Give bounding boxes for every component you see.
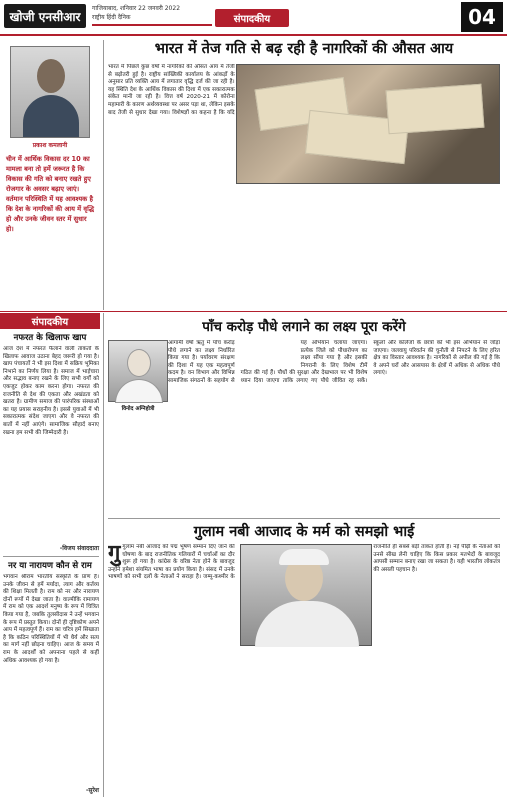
column-divider <box>103 313 104 797</box>
article2-photo-body <box>115 379 163 403</box>
editorial-byline-2: -सुरेश <box>85 787 99 794</box>
editorial-divider <box>3 556 99 557</box>
banknote-shape <box>386 84 485 135</box>
column-divider <box>103 40 104 310</box>
article3-photo-body <box>255 601 359 647</box>
article3-headline: गुलाम नबी आजाद के मर्म को समझो भाई <box>193 524 415 540</box>
left-column <box>0 40 100 310</box>
page-number: 04 <box>461 2 503 32</box>
masthead-meta <box>92 4 212 26</box>
editorial-body-1: आज देश में नफरत फैलाने वाली ताकतों के खिलाफ आवाज उठाना बेहद जरूरी हो गया है। खाप पंचायतों ने भी इस दिशा में सक्रिय भूमिका निभाने का निर्णय लिया है। समाज में भाईचारा और सद्भाव बनाए रखने के लिए सभी वर्गों को एकजुट होकर काम करना होगा। नफरत की राजनीति से देश की एकता और अखंडता को खतरा है। ग्रामीण समाज की पारंपरिक संस्थाओं का यह प्रयास सराहनीय है। इससे युवाओं में भी सकारात्मक संदेश जाएगा और वे नफरत की बातों में नहीं आएंगे। सामाजिक सौहार्द बनाए रखना हम सभी की जिम्मेदारी है। <box>3 346 99 436</box>
article2-photo-head <box>127 349 151 377</box>
article3-photo-cap <box>279 549 329 565</box>
section-label: संपादकीय <box>215 9 289 27</box>
article1-text: भारत में पिछले कुछ वर्षों में नागरिकों की औसत आय में तेजी से बढ़ोतरी हुई है। राष्ट्रीय सांख्यिकी कार्यालय के आंकड़ों के अनुसार प्रति व्यक्ति आय में लगातार वृद्धि दर्ज की जा रही है। यह स्थिति देश के आर्थिक विकास की दिशा में एक सकारात्मक संकेत मानी जा रही है। वित्त वर्ष 2020-21 में कोरोना महामारी के कारण अर्थव्यवस्था पर असर पड़ा था, लेकिन इसके बाद तेजी से सुधार देखा गया। विशेषज्ञों का कहना है कि यदि <box>108 64 235 116</box>
article1-photo-money <box>236 64 500 184</box>
article3-photo <box>240 544 372 646</box>
article2-headline: पाँच करोड़ पौधे लगाने का लक्ष्य पूरा करेंगे <box>202 319 406 335</box>
author-photo-head <box>37 59 65 93</box>
editorial-body-2: भगवान श्रीराम भारतीय संस्कृति के प्राण हैं। उनके जीवन से हमें मर्यादा, त्याग और कर्तव्य की शिक्षा मिलती है। राम को नर और नारायण दोनों रूपों में देखा जाता है। वाल्मीकि रामायण में राम को एक आदर्श मनुष्य के रूप में चित्रित किया गया है, जबकि तुलसीदास ने उन्हें भगवान के रूप में प्रस्तुत किया। दोनों ही दृष्टिकोण अपने आप में महत्वपूर्ण हैं। राम का चरित्र हमें सिखाता है कि कठिन परिस्थितियों में भी धैर्य और सत्य का मार्ग नहीं छोड़ना चाहिए। आज के समय में राम के आदर्शों को अपनाना पहले से कहीं अधिक आवश्यक हो गया है। <box>3 574 99 664</box>
editorial-headline-1: नफरत के खिलाफ खाप <box>13 333 87 343</box>
article3-dropcap: गु <box>108 544 121 566</box>
date-line: गाजियाबाद, शनिवार 22 जनवरी 2022 <box>92 5 181 12</box>
author-photo-body <box>23 95 79 137</box>
editorial-byline-1: -विजय संवाददाता <box>59 545 99 552</box>
article2-photo-caption: विनोद अग्निहोत्री <box>121 406 155 412</box>
masthead <box>0 0 507 36</box>
meta-divider <box>92 24 212 26</box>
editorial-headline-2: नर या नारायण कौन से राम <box>8 561 92 571</box>
sub-line: राष्ट्रीय हिंदी दैनिक <box>92 14 131 21</box>
article2-author-photo <box>108 340 168 402</box>
article1-headline: भारत में तेज गति से बढ़ रही है नागरिकों की औसत आय <box>154 41 454 57</box>
newspaper-logo: खोजी एनसीआर <box>4 4 86 28</box>
pull-quote: चीन में आर्थिक विकास दर 10 का मामला बना तो हमें जरूरत है कि विकास की गति को बनाए रखते हुए रोजगार के अवसर बढ़ाए जाएं। वर्तमान परिस्थिति में यह आवश्यक है कि देश के नागरिकों की आय में वृद्धि हो और उनके जीवन स्तर में सुधार हो। <box>6 155 95 233</box>
section-rule <box>0 311 507 312</box>
article-divider <box>108 518 500 519</box>
article3-text: गुलाम नबी आजाद को पद्म भूषण सम्मान दिए जाने की घोषणा के बाद राजनीतिक गलियारों में चर्चाओं का दौर शुरू हो गया है। कांग्रेस के वरिष्ठ नेता होने के बावजूद उन्होंने हमेशा संयमित भाषा का प्रयोग किया है। संसद में उनके भाषणों को सभी दलों के नेताओं ने सराहा है। जम्मू-कश्मीर के राजनीति ही सबसे बड़ी ताकत होती है। नई पीढ़ी के नेताओं को उनसे सीख लेनी चाहिए कि किस प्रकार मतभेदों के बावजूद आपसी सम्मान बनाए रखा जा सकता है। यही भारतीय लोकतंत्र की असली पहचान है। <box>108 544 500 581</box>
article2-text: आगामी वर्षा ऋतु में पाँच करोड़ पौधे लगाने का लक्ष्य निर्धारित किया गया है। पर्यावरण संरक्षण की दिशा में यह एक महत्वपूर्ण कदम है। वन विभाग और विभिन्न सामाजिक संगठनों के सहयोग से यह अभियान चलाया जाएगा। प्रत्येक जिले को पौधारोपण का लक्ष्य सौंपा गया है और इसकी निगरानी के लिए विशेष टीमें गठित की गई हैं। पौधों की सुरक्षा और देखभाल पर भी विशेष ध्यान दिया जाएगा ताकि लगाए गए पौधे जीवित रह सकें। स्कूलों और कॉलेजों के छात्रों को भी इस अभियान से जोड़ा जाएगा। जलवायु परिवर्तन की चुनौती से निपटने के लिए हरित क्षेत्र का विस्तार आवश्यक है। नागरिकों से अपील की गई है कि वे अपने घरों और आसपास के क्षेत्रों में अधिक से अधिक पौधे लगाएं। <box>168 340 500 384</box>
masthead-rule <box>0 34 507 36</box>
editorial-label: संपादकीय <box>0 313 100 329</box>
author-name: प्रकाश कमलानी <box>32 142 68 149</box>
author-photo <box>10 46 90 138</box>
